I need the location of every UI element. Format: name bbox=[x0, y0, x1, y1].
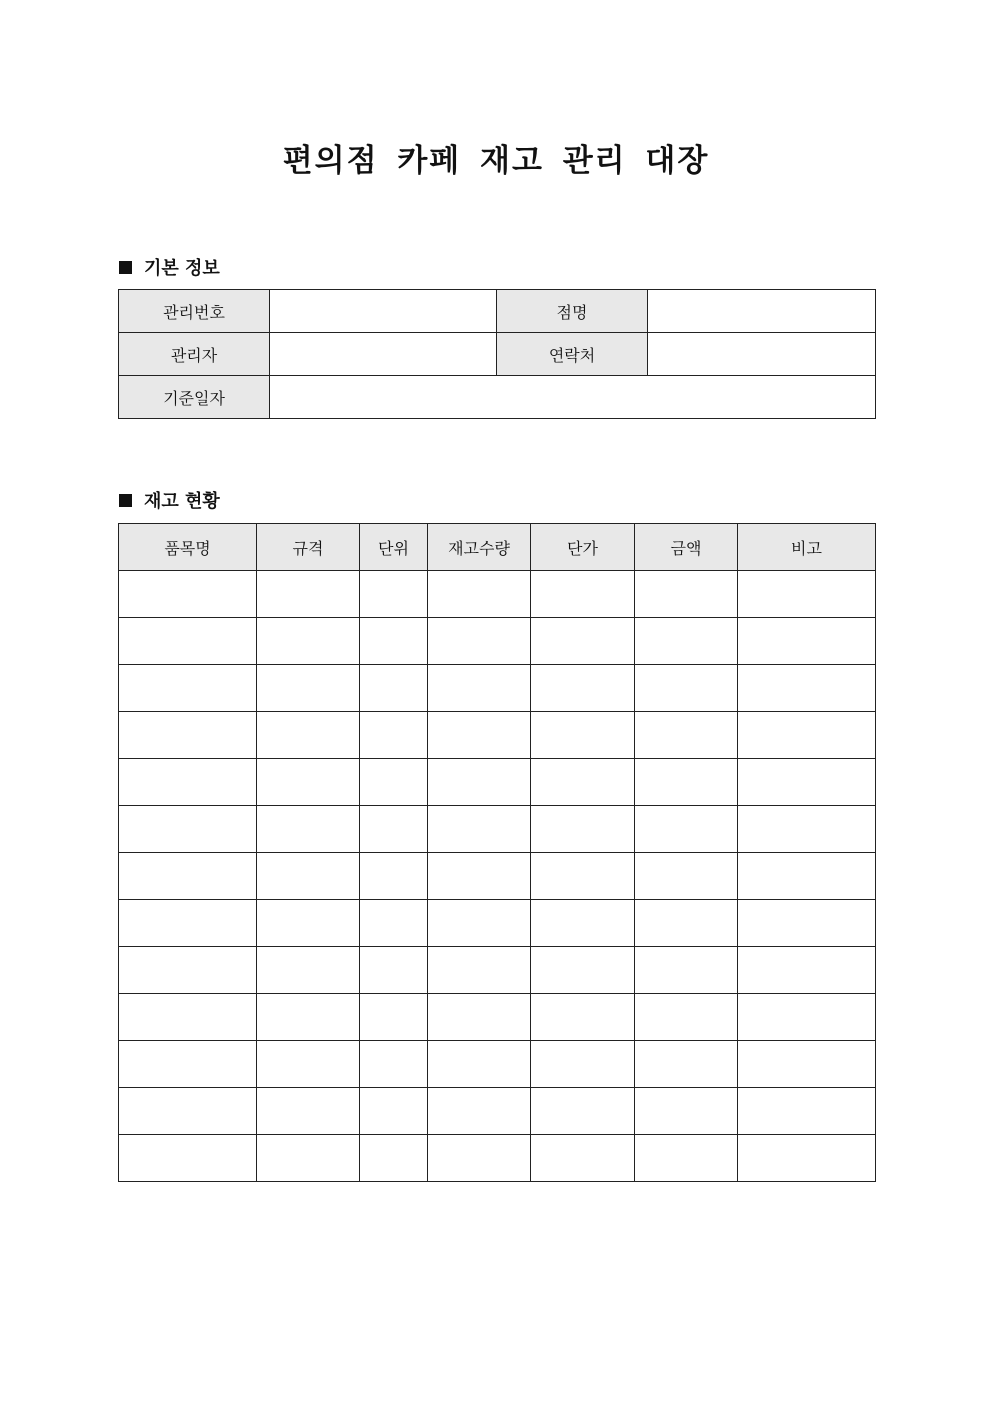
cell-remarks[interactable] bbox=[738, 712, 876, 759]
cell-amount[interactable] bbox=[635, 1135, 738, 1182]
cell-unit-price[interactable] bbox=[531, 806, 635, 853]
cell-remarks[interactable] bbox=[738, 1041, 876, 1088]
cell-item-name[interactable] bbox=[119, 571, 257, 618]
cell-unit[interactable] bbox=[360, 712, 428, 759]
section-stock-heading bbox=[119, 487, 220, 513]
cell-remarks[interactable] bbox=[738, 571, 876, 618]
cell-amount[interactable] bbox=[635, 1088, 738, 1135]
cell-quantity[interactable] bbox=[428, 1041, 531, 1088]
cell-unit[interactable] bbox=[360, 571, 428, 618]
cell-unit[interactable] bbox=[360, 1135, 428, 1182]
table-row bbox=[119, 712, 876, 759]
cell-unit-price[interactable] bbox=[531, 1041, 635, 1088]
store-name-label: 점명 bbox=[497, 290, 648, 333]
cell-spec[interactable] bbox=[257, 994, 360, 1041]
section-basic-info-label: 기본 정보 bbox=[144, 258, 220, 279]
cell-quantity[interactable] bbox=[428, 853, 531, 900]
col-header-unit-price: 단가 bbox=[531, 524, 635, 571]
table-row bbox=[119, 1088, 876, 1135]
cell-spec[interactable] bbox=[257, 759, 360, 806]
cell-remarks[interactable] bbox=[738, 1135, 876, 1182]
cell-item-name[interactable] bbox=[119, 853, 257, 900]
cell-amount[interactable] bbox=[635, 712, 738, 759]
mgmt-no-label: 관리번호 bbox=[119, 290, 270, 333]
cell-quantity[interactable] bbox=[428, 571, 531, 618]
table-header-row bbox=[119, 524, 876, 571]
cell-item-name[interactable] bbox=[119, 1135, 257, 1182]
cell-quantity[interactable] bbox=[428, 712, 531, 759]
table-row bbox=[119, 333, 876, 376]
table-row bbox=[119, 1135, 876, 1182]
cell-remarks[interactable] bbox=[738, 1088, 876, 1135]
cell-remarks[interactable] bbox=[738, 806, 876, 853]
cell-unit-price[interactable] bbox=[531, 853, 635, 900]
table-row bbox=[119, 665, 876, 712]
cell-quantity[interactable] bbox=[428, 994, 531, 1041]
cell-unit-price[interactable] bbox=[531, 900, 635, 947]
cell-remarks[interactable] bbox=[738, 900, 876, 947]
cell-unit[interactable] bbox=[360, 900, 428, 947]
cell-item-name[interactable] bbox=[119, 900, 257, 947]
cell-unit-price[interactable] bbox=[531, 665, 635, 712]
cell-item-name[interactable] bbox=[119, 618, 257, 665]
stock-table bbox=[118, 523, 876, 1182]
cell-remarks[interactable] bbox=[738, 947, 876, 994]
cell-amount[interactable] bbox=[635, 900, 738, 947]
table-row bbox=[119, 1041, 876, 1088]
cell-remarks[interactable] bbox=[738, 759, 876, 806]
cell-spec[interactable] bbox=[257, 712, 360, 759]
col-header-quantity: 재고수량 bbox=[428, 524, 531, 571]
cell-item-name[interactable] bbox=[119, 712, 257, 759]
cell-unit-price[interactable] bbox=[531, 1135, 635, 1182]
stock-table-body bbox=[119, 571, 876, 1182]
cell-spec[interactable] bbox=[257, 618, 360, 665]
table-row bbox=[119, 290, 876, 333]
cell-item-name[interactable] bbox=[119, 1041, 257, 1088]
cell-spec[interactable] bbox=[257, 806, 360, 853]
table-row bbox=[119, 900, 876, 947]
cell-remarks[interactable] bbox=[738, 665, 876, 712]
cell-spec[interactable] bbox=[257, 853, 360, 900]
cell-unit[interactable] bbox=[360, 806, 428, 853]
cell-unit[interactable] bbox=[360, 665, 428, 712]
mgmt-no-field[interactable] bbox=[270, 290, 497, 333]
cell-unit-price[interactable] bbox=[531, 571, 635, 618]
col-header-spec: 규격 bbox=[257, 524, 360, 571]
page-title: 편의점 카페 재고 관리 대장 bbox=[282, 143, 710, 179]
cell-unit-price[interactable] bbox=[531, 712, 635, 759]
col-header-unit: 단위 bbox=[360, 524, 428, 571]
cell-spec[interactable] bbox=[257, 1088, 360, 1135]
table-row bbox=[119, 759, 876, 806]
square-bullet-icon bbox=[119, 494, 132, 507]
cell-item-name[interactable] bbox=[119, 994, 257, 1041]
cell-amount[interactable] bbox=[635, 1041, 738, 1088]
section-stock-label: 재고 현황 bbox=[144, 491, 220, 512]
cell-spec[interactable] bbox=[257, 571, 360, 618]
cell-item-name[interactable] bbox=[119, 759, 257, 806]
cell-quantity[interactable] bbox=[428, 947, 531, 994]
base-date-label: 기준일자 bbox=[119, 376, 270, 419]
cell-unit[interactable] bbox=[360, 1041, 428, 1088]
basic-info-table bbox=[118, 289, 876, 419]
cell-spec[interactable] bbox=[257, 900, 360, 947]
cell-unit[interactable] bbox=[360, 947, 428, 994]
col-header-remarks: 비고 bbox=[738, 524, 876, 571]
cell-unit[interactable] bbox=[360, 759, 428, 806]
cell-amount[interactable] bbox=[635, 571, 738, 618]
cell-unit-price[interactable] bbox=[531, 947, 635, 994]
table-row bbox=[119, 571, 876, 618]
section-basic-info-heading bbox=[119, 254, 220, 280]
cell-quantity[interactable] bbox=[428, 618, 531, 665]
cell-amount[interactable] bbox=[635, 618, 738, 665]
cell-spec[interactable] bbox=[257, 1135, 360, 1182]
manager-field[interactable] bbox=[270, 333, 497, 376]
table-row bbox=[119, 853, 876, 900]
cell-unit[interactable] bbox=[360, 994, 428, 1041]
cell-unit-price[interactable] bbox=[531, 759, 635, 806]
cell-spec[interactable] bbox=[257, 665, 360, 712]
contact-field[interactable] bbox=[648, 333, 876, 376]
table-row bbox=[119, 947, 876, 994]
square-bullet-icon bbox=[119, 261, 132, 274]
cell-remarks[interactable] bbox=[738, 618, 876, 665]
cell-item-name[interactable] bbox=[119, 665, 257, 712]
cell-amount[interactable] bbox=[635, 759, 738, 806]
cell-unit-price[interactable] bbox=[531, 618, 635, 665]
cell-quantity[interactable] bbox=[428, 1135, 531, 1182]
cell-remarks[interactable] bbox=[738, 994, 876, 1041]
cell-spec[interactable] bbox=[257, 947, 360, 994]
cell-quantity[interactable] bbox=[428, 759, 531, 806]
cell-unit[interactable] bbox=[360, 853, 428, 900]
table-row bbox=[119, 994, 876, 1041]
manager-label: 관리자 bbox=[119, 333, 270, 376]
cell-quantity[interactable] bbox=[428, 1088, 531, 1135]
base-date-field[interactable] bbox=[270, 376, 876, 419]
cell-unit-price[interactable] bbox=[531, 994, 635, 1041]
cell-item-name[interactable] bbox=[119, 947, 257, 994]
cell-amount[interactable] bbox=[635, 665, 738, 712]
cell-unit[interactable] bbox=[360, 1088, 428, 1135]
table-row bbox=[119, 618, 876, 665]
col-header-item-name: 품목명 bbox=[119, 524, 257, 571]
cell-remarks[interactable] bbox=[738, 853, 876, 900]
cell-quantity[interactable] bbox=[428, 665, 531, 712]
table-row bbox=[119, 806, 876, 853]
store-name-field[interactable] bbox=[648, 290, 876, 333]
cell-unit[interactable] bbox=[360, 618, 428, 665]
cell-item-name[interactable] bbox=[119, 1088, 257, 1135]
cell-spec[interactable] bbox=[257, 1041, 360, 1088]
cell-amount[interactable] bbox=[635, 853, 738, 900]
cell-amount[interactable] bbox=[635, 806, 738, 853]
cell-amount[interactable] bbox=[635, 947, 738, 994]
cell-item-name[interactable] bbox=[119, 806, 257, 853]
contact-label: 연락처 bbox=[497, 333, 648, 376]
cell-unit-price[interactable] bbox=[531, 1088, 635, 1135]
col-header-amount: 금액 bbox=[635, 524, 738, 571]
table-row bbox=[119, 376, 876, 419]
cell-quantity[interactable] bbox=[428, 900, 531, 947]
cell-quantity[interactable] bbox=[428, 806, 531, 853]
cell-amount[interactable] bbox=[635, 994, 738, 1041]
